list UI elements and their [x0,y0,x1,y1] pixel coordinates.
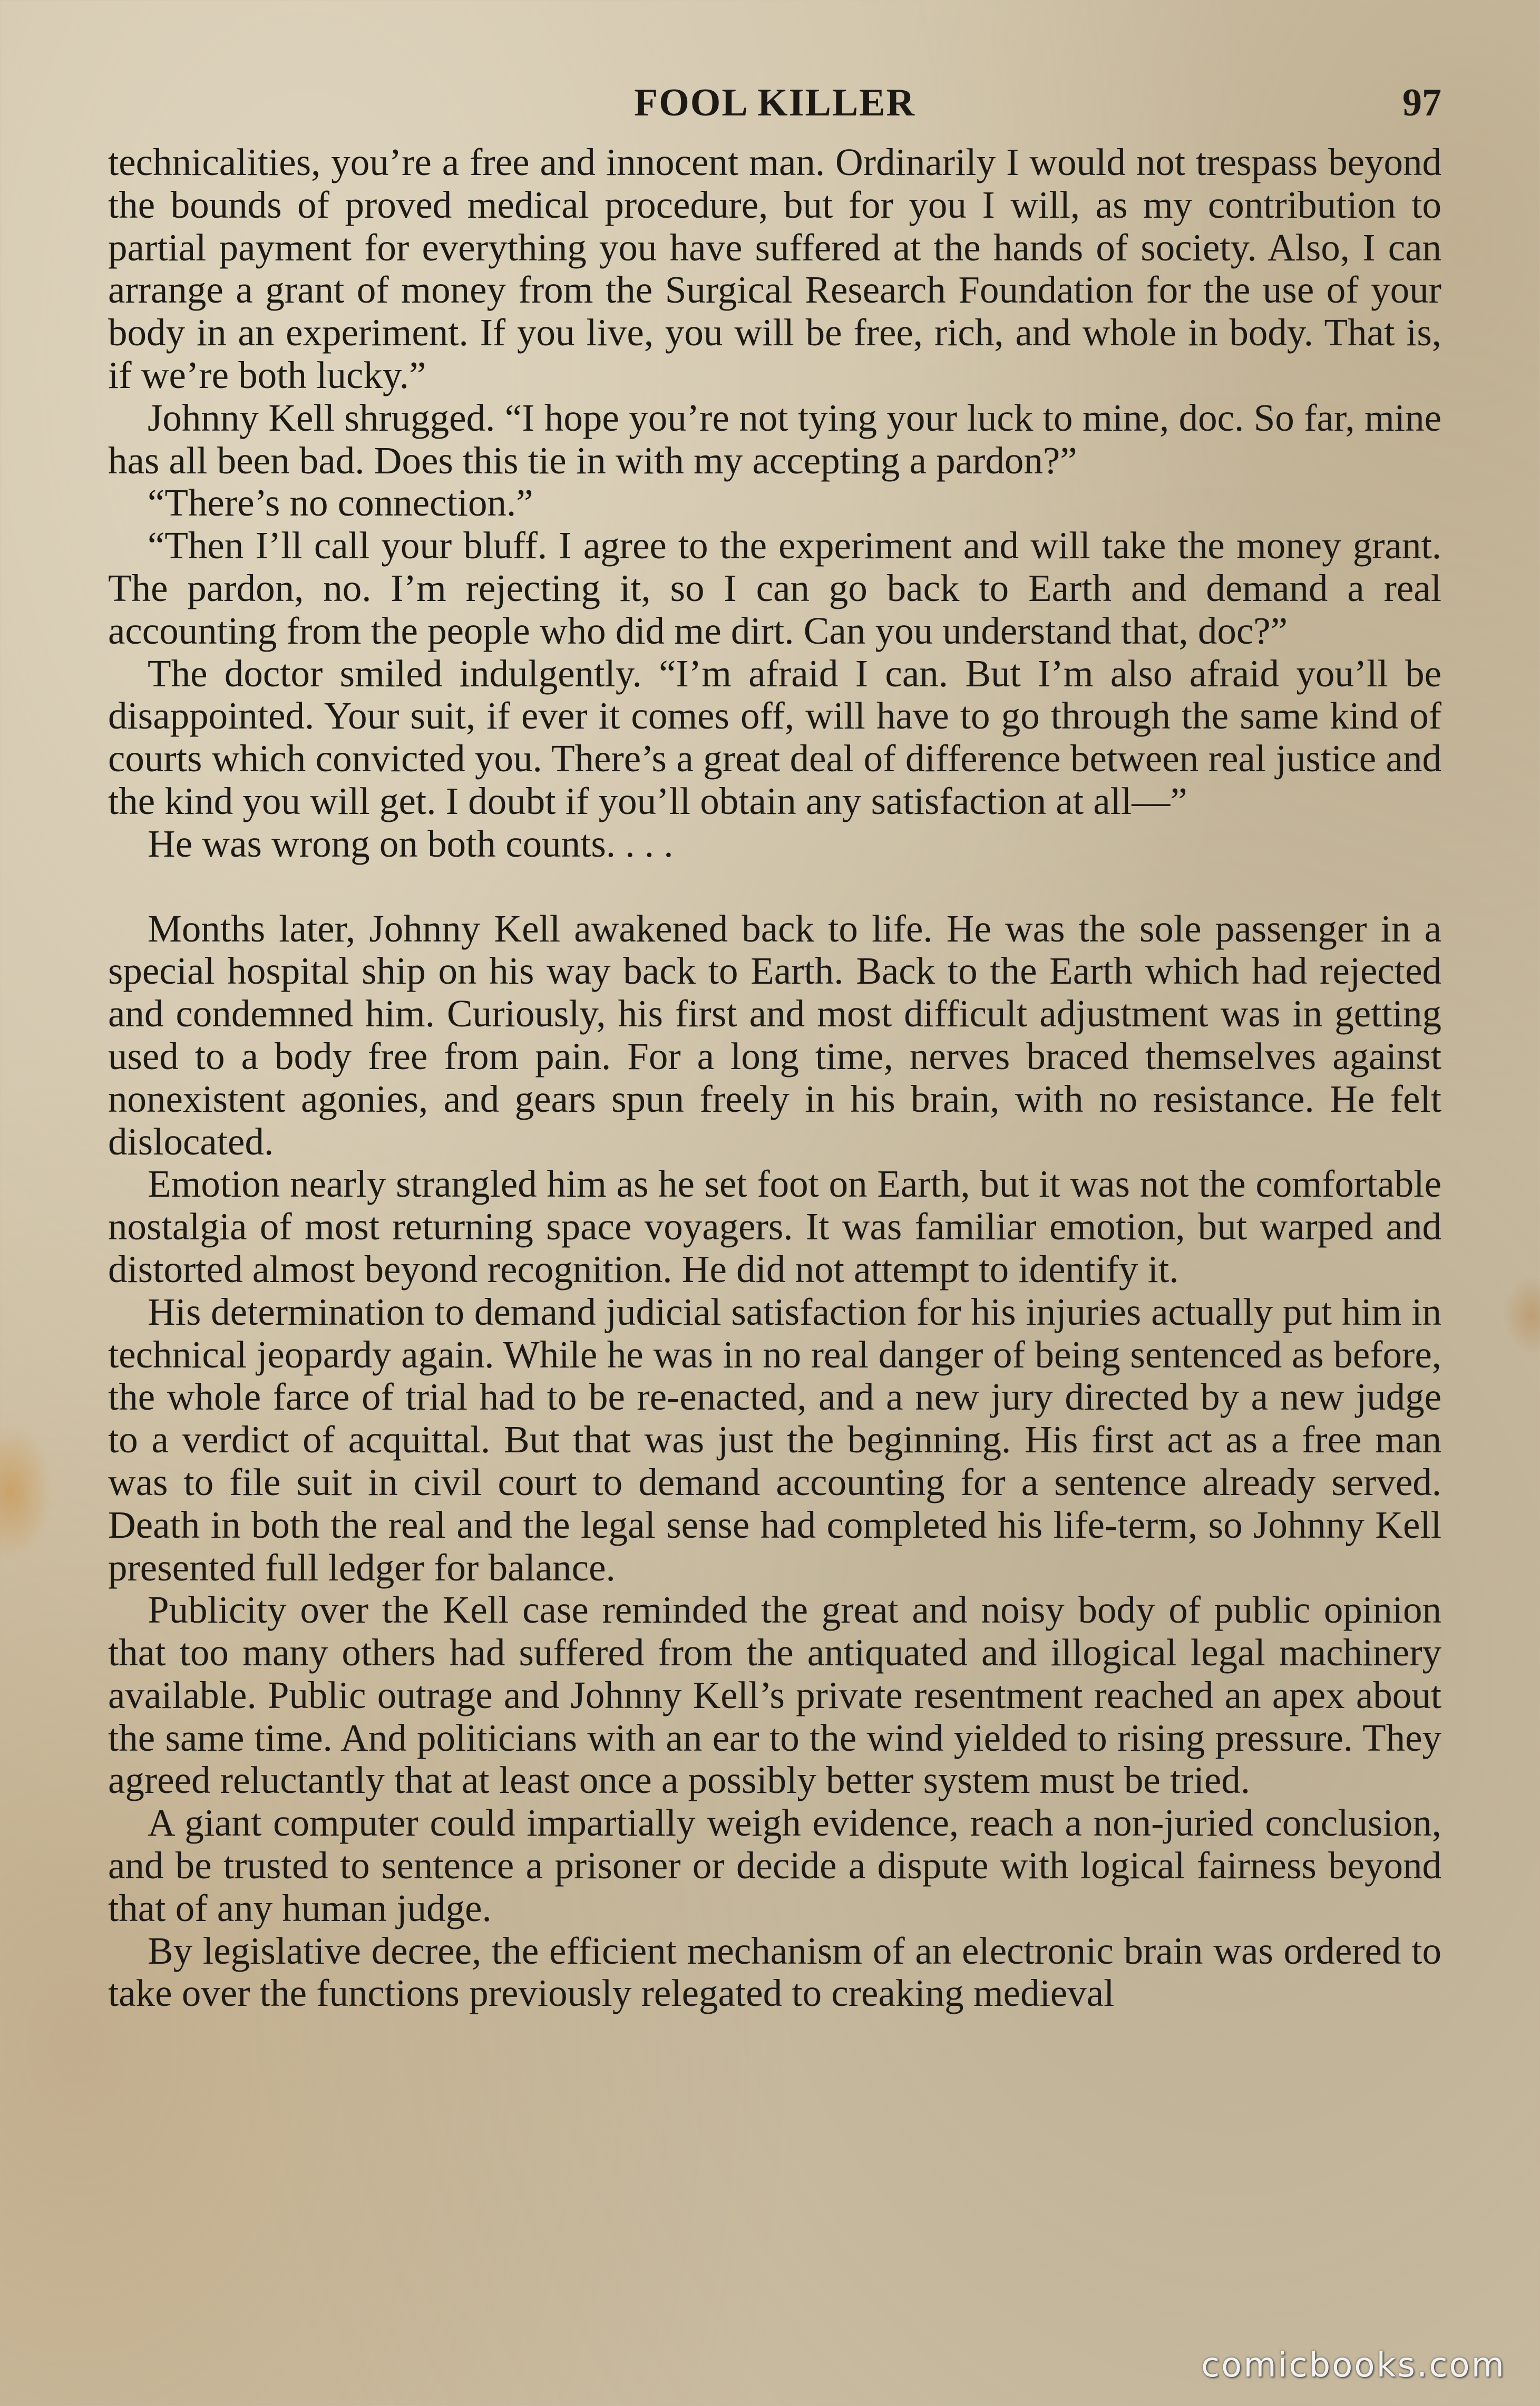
running-head: FOOL KILLER [634,81,915,124]
paragraph: “Then I’ll call your bluff. I agree to the experiment and will take the money grant. The pardon, no. I’m rejecting it, so I can go back to Earth and demand a real accounting from the people who did me dirt. Can you understand that, doc?” [108,524,1441,652]
page-header [108,74,1441,132]
paragraph: A giant computer could impartially weigh evidence, reach a non-juried conclusion, and be trusted to sentence a prisoner or decide a dispute with logical fairness beyond that of any human judge. [108,1801,1441,1929]
paragraph: Johnny Kell shrugged. “I hope you’re not tying your luck to mine, doc. So far, mine has all been bad. Does this tie in with my accepting a pardon?” [108,396,1441,482]
paragraph: His determination to demand judicial satisfaction for his injuries actually put him in technical jeopardy again. While he was in no real danger of being sentenced as before, the whole farce of trial had to be re-enacted, and a new jury directed by a new judge to a verdict of acquittal. But that was just the beginning. His first act as a free man was to file suit in civil court to demand accounting for a sentence already served. Death in both the real and the legal sense had completed his life-term, so Johnny Kell presented full ledger for balance. [108,1290,1441,1589]
paper-stain [0,1423,53,1560]
paragraph: By legislative decree, the efficient mechanism of an electronic brain was ordered to take over the functions previously relegated to creaking medieval [108,1929,1441,2015]
site-watermark: comicbooks.com [1201,2346,1506,2385]
paragraph: Emotion nearly strangled him as he set foot on Earth, but it was not the comfortable nostalgia of most returning space voyagers. It was familiar emotion, but warped and distorted almost beyond recognition. He did not attempt to identify it. [108,1162,1441,1291]
paragraph: “There’s no connection.” [148,481,533,525]
paragraph: Months later, Johnny Kell awakened back to life. He was the sole passenger in a special hospital ship on his way back to Earth. Back to the Earth which had rejected and condemned him. Curiously, his first and most difficult adjustment was in getting used to a body free from pain. For a long time, nerves braced themselves against nonexistent agonies, and gears spun freely in his brain, with no resistance. He felt dislocated. [108,907,1441,1163]
paragraph: technicalities, you’re a free and innocent man. Ordinarily I would not trespass beyond the bounds of proved medical procedure, but for you I will, as my contribution to partial payment for everything you have suffered at the hands of society. Also, I can arrange a grant of money from the Surgical Research Foundation for the use of your body in an experiment. If you live, you will be free, rich, and whole in body. That is, if we’re both lucky.” [108,141,1441,396]
body-text [108,141,1441,2015]
paper-stain [1503,1276,1540,1355]
page-number: 97 [1402,81,1441,124]
paragraph: The doctor smiled indulgently. “I’m afraid I can. But I’m also afraid you’ll be disappointed. Your suit, if ever it comes off, will have to go through the same kind of courts which convicted you. There’s a great deal of difference between real justice and the kind you will get. I doubt if you’ll obtain any satisfaction at all—” [108,652,1441,822]
paragraph: Publicity over the Kell case reminded the great and noisy body of public opinion that too many others had suffered from the antiquated and illogical legal machinery available. Public outrage and Johnny Kell’s private resentment reached an apex about the same time. And politicians with an ear to the wind yielded to rising pressure. They agreed reluctantly that at least once a possibly better system must be tried. [108,1588,1441,1802]
paragraph: He was wrong on both counts. . . . [148,822,674,865]
